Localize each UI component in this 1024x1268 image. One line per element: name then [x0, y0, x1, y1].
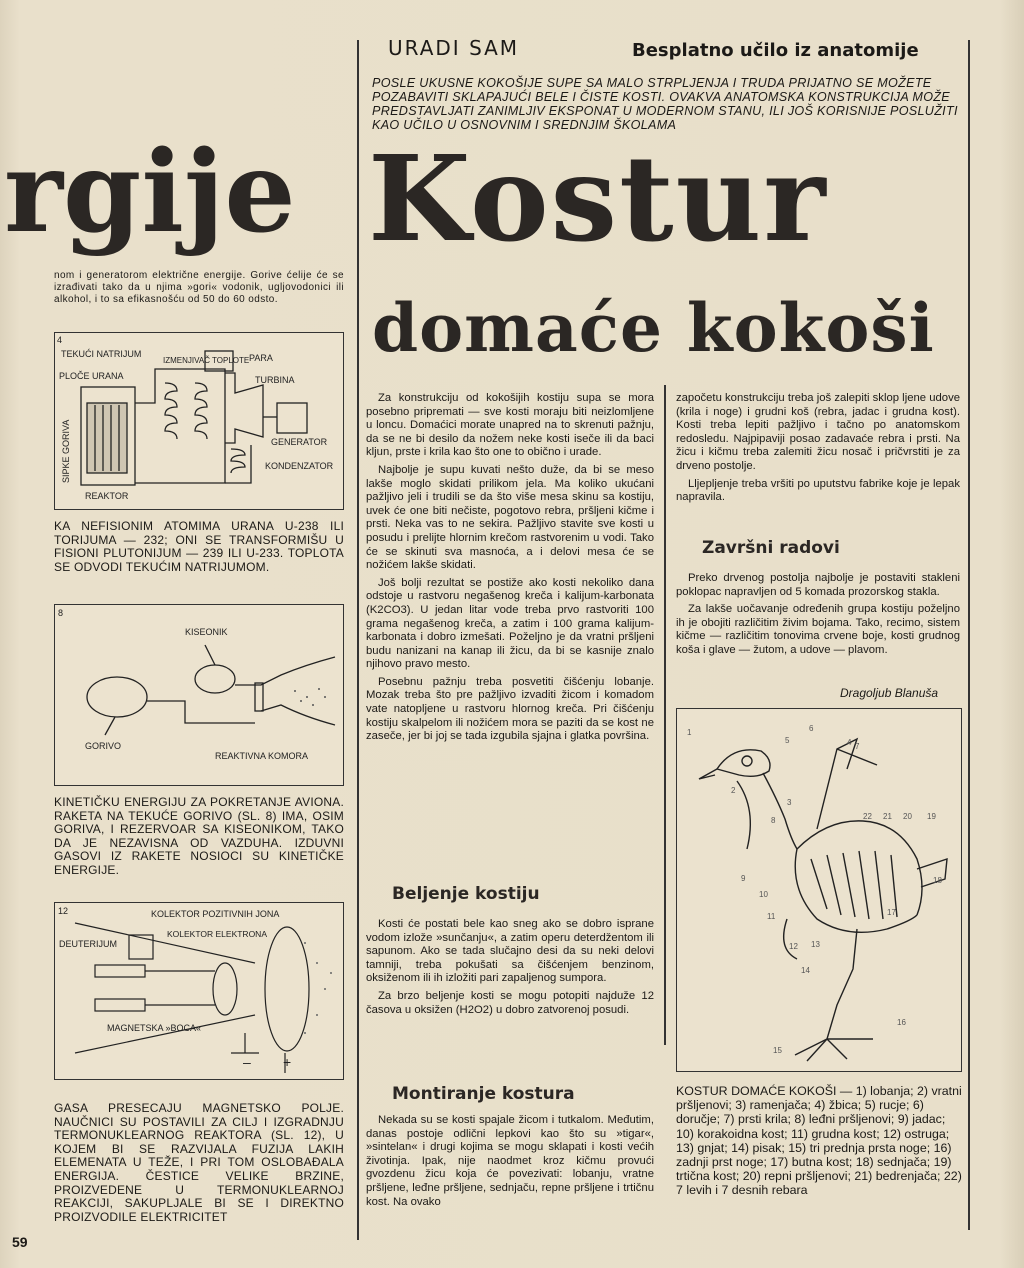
column-divider-main	[357, 40, 359, 1240]
paragraph: Za brzo beljenje kosti se mogu potopiti najduže 12 časova u oksižen (H2O2) u dobro zatvorenoj posudi.	[366, 989, 654, 1016]
paragraph: Kosti će postati bele kao sneg ako se dobro isprane vodom izlože »sunčanju«, a zatim operu deterdžentom ili sapunom. Ako se tada slučajno desi da su neki delovi tamniji, treba pokušati sa čišćenjem benzinom, oksiženom ili ih izložiti pari zapaljenog sumpora.	[366, 918, 654, 985]
fig8-label-kiseonik: KISEONIK	[185, 627, 228, 637]
fig4-label-natrijum: TEKUĆI NATRIJUM	[61, 349, 142, 359]
fig-label: 8	[771, 816, 776, 825]
skeleton-figure	[676, 708, 962, 1072]
paragraph: Nekada su se kosti spajale žicom i tutkalom. Međutim, danas postoje odlični lepkovi kao što su »tigar«, »sintelan« i drugi kojima se mogu sklapati i kosti većih životinja. Ipak, nije naodmet kroz kičmu provući gvozdenu žicu koja će povezivati: lobanju, vratne pršljene, leđne pršljene, sednjaču, repne pršljene i trtičnu kost. Na ovako	[366, 1114, 654, 1208]
subhead-montiranje: Montiranje kostura	[392, 1084, 575, 1104]
fig-label: 1	[687, 728, 692, 737]
fig12-caption: GASA PRESECAJU MAGNETSKO POLJE. NAUČNICI SU POSTAVILI ZA CILJ I IZGRADNJU TERMONUKLEARNOG REAKTORA (SL. 12), U KOJEM BI SE RAZVIJALA FUZIJA LAKIH ELEMENATA U TEŽE, I PRI TOM OSLOBAĐALA ENERGIJA. ČESTICE VELIKE BRZINE, PROIZVEDENE U TERMONUKLEARNOJ REAKCIJI, SAKUPLJALE BI SE I DIREKTNO PROIZVODILE ELEKTRICITET	[54, 1101, 344, 1224]
headline-kostur: Kostur	[368, 129, 828, 268]
fig-label: 5	[785, 736, 790, 745]
column-divider-right	[664, 385, 666, 1045]
fig-label: 21	[883, 812, 892, 821]
fig-label: 17	[887, 908, 896, 917]
fig-label: 12	[789, 942, 798, 951]
paragraph: Posebnu pažnju treba posvetiti čišćenju lobanje. Mozak treba što pre pažljivo izvaditi žicom i komadom vate natopljene u rastvoru hlornog kreča. Pri čišćenju kostiju skalpelom ili nožićem mora se paziti da se kost ne zaseče, jer bi joj se tada izgubila sjajna i glatka površina.	[366, 675, 654, 743]
article-col1-text-3	[366, 1114, 654, 1213]
subhead-beljenje: Beljenje kostiju	[392, 884, 540, 904]
fig4-caption: KA NEFISIONIM ATOMIMA URANA U-238 ILI TORIJUMA — 232; ONI SE TRANSFORMIŠU U FISIONI PLUTONIJUM — 239 ILI U-233. TOPLOTA SE ODVODI TEKUĆIM NATRIJUMOM.	[54, 519, 344, 574]
headline-subtitle: domaće kokoši	[372, 289, 935, 367]
fig-label: 18	[933, 876, 942, 885]
fig12-number: 12	[58, 906, 69, 916]
author: Dragoljub Blanuša	[840, 686, 939, 700]
fig8-number: 8	[58, 608, 64, 618]
figure-8-rocket	[54, 604, 344, 786]
fig-label: 9	[741, 874, 746, 883]
fig-label: 13	[811, 940, 820, 949]
fig-label: 11	[767, 912, 776, 921]
fig-label: 14	[801, 966, 810, 975]
fig12-label-elektroni: KOLEKTOR ELEKTRONA	[167, 929, 267, 939]
page-number: 59	[12, 1234, 28, 1250]
fig8-label-gorivo: GORIVO	[85, 741, 122, 751]
headline-fragment: rgije	[4, 127, 296, 258]
figure-4-reactor	[54, 332, 344, 510]
paragraph: Još bolji rezultat se postiže ako kosti nekoliko dana odstoje u rastvoru negašenog kreča i kalijum-karbonata (K2CO3). U jedan litar vode treba prvo rastvoriti 100 grama negašenog kreča, a zatim i 100 grama kalijum-karbonata i dobro izmešati. Poželjno je da vratni pršljeni budu nanizani na kanap ili žicu, da bi se kasnije znalo njihovo pravo mesto.	[366, 576, 654, 671]
chicken-skeleton-drawing	[677, 709, 961, 1071]
fig4-label-sipke: SIPKE GORIVA	[61, 419, 71, 483]
kicker: Besplatno učilo iz anatomije	[632, 40, 919, 61]
figure-12-fusion	[54, 902, 344, 1080]
fig-label: 7	[855, 742, 860, 751]
fig-label: 10	[759, 890, 768, 899]
fig12-label-minus: –	[243, 1054, 251, 1070]
fig4-number: 4	[57, 335, 63, 345]
fig-label: 16	[897, 1018, 906, 1027]
fig-label: 3	[787, 798, 792, 807]
lede: POSLE UKUSNE KOKOŠIJE SUPE SA MALO STRPLJENJA I TRUDA PRIJATNO SE MOŽETE POZABAVITI SKLAPAJUĆI BELE I ČISTE KOSTI. OVAKVA ANATOMSKA KONSTRUKCIJA MOŽE PREDSTAVLJATI ZANIMLJIV EKSPONAT U MODERNOM STANU, ILI JOŠ KORISNIJE POSLUŽITI KAO UČILO U OSNOVNIM I SREDNJIM ŠKOLAMA	[372, 76, 958, 132]
fig12-label-plus: +	[283, 1054, 292, 1070]
fig-label: 20	[903, 812, 912, 821]
article-col1-text	[366, 392, 654, 748]
paragraph: Za lakše uočavanje određenih grupa kostiju poželjno ih je obojiti različitim živim bojama. Tako, recimo, sistem kičme — različitim tonovima crvene boje, kosti grudnog koša i glave — žutom, a udove — plavom.	[676, 603, 960, 656]
fig12-label-deuterijum: DEUTERIJUM	[59, 939, 117, 949]
paragraph: Najbolje je supu kuvati nešto duže, da bi se meso lakše moglo skidati prilikom jela. Ma koliko ukućani pažljivo jeli i trudili se da što više mesa skinu sa kostiju, uvek će one biti nečiste, pogotovo rebra, pršljeni kičme i prsti. Neka vas to ne sekira. Pažljivo stavite sve kosti u posudu i prelijte hlornim krečom rastvorenim u vodi. Tako će se skinuti sva masnoća, a i delovi mesa će se nožićem lakše skidati.	[366, 463, 654, 572]
fig4-label-reaktor: REAKTOR	[85, 491, 129, 501]
fig4-label-para: PARA	[249, 353, 273, 363]
article-col1-text-2	[366, 918, 654, 1021]
fig8-label-komora: REAKTIVNA KOMORA	[215, 751, 309, 761]
article-col2-text	[676, 392, 960, 509]
subhead-zavrsni: Završni radovi	[702, 538, 840, 558]
paragraph: Za konstrukciju od kokošijih kostiju supa se mora posebno pripremati — sve kosti moraju biti neizlomljene u loncu. Domaćici morate unapred na to skrenuti pažnju, da se ne bi desilo da nožem neke kosti iseče ili da baci kljun, prste i krila kao što one to obično i urade.	[366, 392, 654, 459]
fig4-label-izmenjivac: IZMENJIVAČ TOPLOTE	[163, 356, 250, 365]
fig-label: 4	[847, 738, 852, 747]
paragraph: Lljepljenje treba vršiti po uputstvu fabrike koje je lepak napravila.	[676, 477, 960, 504]
section-label: URADI SAM	[388, 36, 520, 60]
fig4-label-ploce: PLOČE URANA	[59, 371, 124, 381]
paragraph: Preko drvenog postolja najbolje je postaviti stakleni poklopac napravljen od 5 komada prozorskog stakla.	[676, 572, 960, 598]
fig-label: 15	[773, 1046, 782, 1055]
fig-label: 22	[863, 812, 872, 821]
fig12-label-boca: MAGNETSKA »BOCA«	[107, 1023, 202, 1033]
fig-label: 19	[927, 812, 936, 821]
fig8-caption: KINETIČKU ENERGIJU ZA POKRETANJE AVIONA. RAKETA NA TEKUĆE GORIVO (SL. 8) IMA, OSIM GORIVA, I REZERVOAR SA KISEONIKOM, TAKO DA JE NEZAVISNA OD VAZDUHA. IZDUVNI GASOVI IZ RAKETE NOSIOCI SU KINETIČKE ENERGIJE.	[54, 795, 344, 877]
fig4-label-generator: GENERATOR	[271, 437, 328, 447]
right-edge-rule	[968, 40, 970, 1230]
fig4-label-turbina: TURBINA	[255, 375, 295, 385]
fig4-label-kondenzator: KONDENZATOR	[265, 461, 334, 471]
left-intro: nom i generatorom električne energije. Gorive ćelije će se izrađivati tako da u njima »gori« vodonik, ugljovodonici ili alkohol, i to sa efikasnošću od 50 do 60 odsto.	[54, 270, 344, 305]
fig-label: 6	[809, 724, 814, 733]
rocket-drawing	[87, 645, 335, 735]
fig-label: 2	[731, 786, 736, 795]
skeleton-caption: KOSTUR DOMAĆE KOKOŠI — 1) lobanja; 2) vratni pršljenovi; 3) ramenjača; 4) žbica; 5) rucje; 6) doručje; 7) prsti krila; 8) leđni pršljenovi; 9) jadac; 10) korakoidna kost; 11) grudna kost; 12) ostruga; 13) gnjat; 14) pisak; 15) tri prednja prsta noge; 16) zadnji prst noge; 17) butna kost; 18) sednjača; 19) trtična kost; 20) repni pršljenovi; 21) bedrenjača; 22) 7 levih i 7 desnih rebara	[676, 1084, 962, 1198]
fig12-label-pozitivni: KOLEKTOR POZITIVNIH JONA	[151, 909, 280, 919]
paragraph: započetu konstrukciju treba još zalepiti sklop ljene udove (krila i noge) i grudni koš (rebra, jadac i grudna kost). Kosti treba lepiti pažljivo i tačno po anatomskom redosledu. Najpipaviji posao zadavaće rebra i prsti. Na žicu i kičmu treba zalemiti žicu nosač i pričvrstiti je za drveno postolje.	[676, 392, 960, 472]
article-col2-text-2	[676, 572, 960, 662]
